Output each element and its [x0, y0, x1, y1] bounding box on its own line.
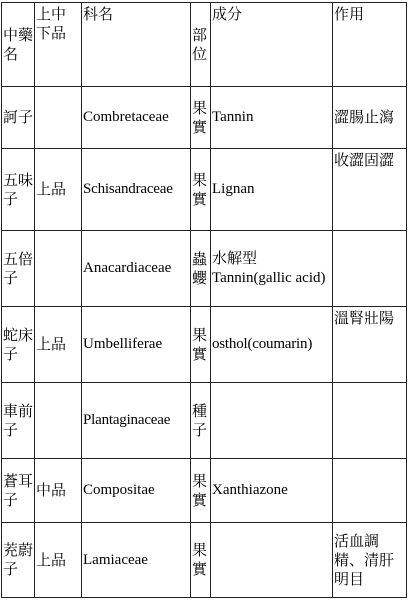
herb-name-cell: 車前子: [2, 383, 35, 459]
family-cell: Plantaginaceae: [82, 383, 191, 459]
part-cell: 果實: [191, 523, 211, 598]
header-name: 中藥名: [2, 3, 35, 87]
table-row: [2, 231, 407, 307]
header-components: 成分: [211, 3, 333, 87]
grade-cell: 中品: [35, 459, 82, 523]
table-row: [2, 523, 407, 598]
table-row: [2, 149, 407, 231]
family-cell: Lamiaceae: [82, 523, 191, 598]
components-cell: [211, 383, 333, 459]
components-cell: Lignan: [211, 149, 333, 231]
family-cell: Schisandraceae: [82, 149, 191, 231]
effect-cell: 溫腎壯陽: [333, 307, 407, 383]
table-row: [2, 383, 407, 459]
components-cell: 水解型Tannin(gallic acid): [211, 231, 333, 307]
herb-name-cell: 蛇床子: [2, 307, 35, 383]
effect-cell: [333, 383, 407, 459]
components-cell: osthol(coumarin): [211, 307, 333, 383]
herb-name-cell: 五味子: [2, 149, 35, 231]
grade-cell: [35, 87, 82, 149]
effect-cell: 澀腸止瀉: [333, 87, 407, 149]
components-cell: [211, 523, 333, 598]
header-effect: 作用: [333, 3, 407, 87]
components-cell: Xanthiazone: [211, 459, 333, 523]
family-cell: Umbelliferae: [82, 307, 191, 383]
part-cell: 果實: [191, 87, 211, 149]
family-cell: Compositae: [82, 459, 191, 523]
family-cell: Combretaceae: [82, 87, 191, 149]
grade-cell: 上品: [35, 307, 82, 383]
header-part: 部位: [191, 3, 211, 87]
table-row: [2, 459, 407, 523]
effect-cell: [333, 231, 407, 307]
herb-table: [1, 2, 407, 598]
effect-cell: [333, 459, 407, 523]
herb-name-cell: 蒼耳子: [2, 459, 35, 523]
effect-cell: 活血調精、清肝明目: [333, 523, 407, 598]
herb-name-cell: 茺蔚子: [2, 523, 35, 598]
grade-cell: 上品: [35, 149, 82, 231]
part-cell: 蟲蠳: [191, 231, 211, 307]
part-cell: 種子: [191, 383, 211, 459]
part-cell: 果實: [191, 149, 211, 231]
table-row: [2, 307, 407, 383]
family-cell: Anacardiaceae: [82, 231, 191, 307]
herb-name-cell: 五倍子: [2, 231, 35, 307]
effect-cell: 收澀固澀: [333, 149, 407, 231]
table-header-row: [2, 3, 407, 87]
part-cell: 果實: [191, 307, 211, 383]
herb-name-cell: 訶子: [2, 87, 35, 149]
components-cell: Tannin: [211, 87, 333, 149]
grade-cell: [35, 231, 82, 307]
header-grade: 上中下品: [35, 3, 82, 87]
grade-cell: 上品: [35, 523, 82, 598]
grade-cell: [35, 383, 82, 459]
table-row: [2, 87, 407, 149]
part-cell: 果實: [191, 459, 211, 523]
header-family: 科名: [82, 3, 191, 87]
